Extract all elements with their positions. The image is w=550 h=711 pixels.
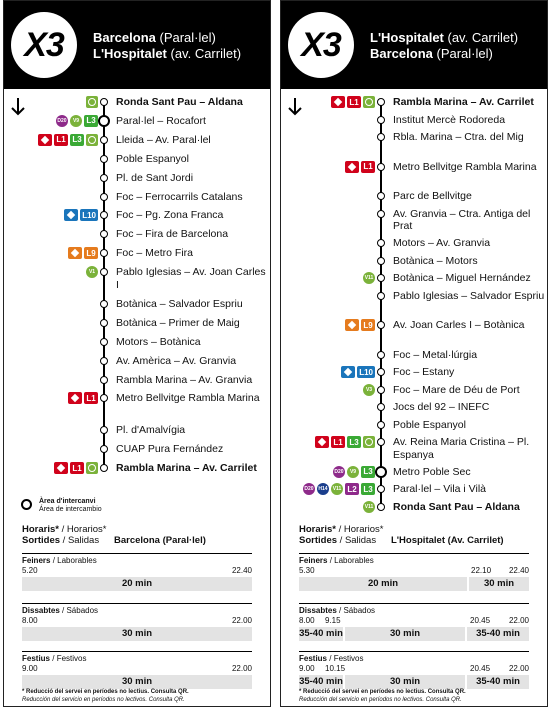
departure-time: 22.00 <box>231 664 252 673</box>
day-type-ca: Dissabtes <box>22 606 60 615</box>
departure-time: 20.45 <box>470 664 491 673</box>
bus-v3-icon: V3 <box>363 384 375 396</box>
schedule-divider <box>22 553 252 554</box>
salidas-label: Salidas <box>67 535 100 546</box>
day-type-label: Festius / Festivos <box>22 654 87 663</box>
bus-v1-icon: V1 <box>86 266 98 278</box>
day-type-es: Festivos <box>333 654 364 663</box>
stop-marker <box>100 136 108 144</box>
connection-icons <box>363 272 375 284</box>
connection-icons <box>54 462 98 474</box>
frequency-bar: 35-40 min <box>299 676 343 687</box>
stop-marker <box>377 351 385 359</box>
footnote <box>22 689 189 704</box>
horaris-label: Horaris <box>22 524 56 535</box>
stop-name: Foc – Pg. Zona Franca <box>116 209 224 222</box>
metro-l10-icon: L10 <box>82 210 96 220</box>
stop-name: Botànica – Salvador Espriu <box>116 297 243 310</box>
footnote-ca: * Reducció del servei en períodes no lectius. Consulta QR. <box>22 689 189 695</box>
schedule-destination: L'Hospitalet (Av. Carrilet) <box>391 535 504 546</box>
bus-v9-icon: V9 <box>347 466 359 478</box>
connection-icons <box>345 161 375 173</box>
rodalies-icon <box>38 134 52 146</box>
fgc-icon <box>86 462 98 474</box>
connection-icons <box>363 501 375 513</box>
stop-marker <box>100 98 108 106</box>
schedule-destination: Barcelona (Paral·lel) <box>114 535 206 546</box>
connection-icons <box>341 366 375 378</box>
day-type-ca: Feiners <box>22 556 51 565</box>
departure-time: 22.00 <box>508 664 529 673</box>
stop-marker <box>377 368 385 376</box>
stop-marker <box>100 249 108 257</box>
metro-l9-icon: L9 <box>361 319 375 331</box>
stop-marker <box>100 464 108 472</box>
frequency-bar: 35-40 min <box>299 628 343 639</box>
departure-time: 22.00 <box>508 616 529 625</box>
connection-icons <box>86 96 98 108</box>
departure-time: 22.00 <box>231 616 252 625</box>
stop-name: Av. Granvia – Ctra. Antiga del Prat <box>393 207 531 233</box>
metro-l3-icon: L3 <box>70 134 84 146</box>
stop-name: Metro Bellvitge Rambla Marina <box>116 392 260 405</box>
schedule-title: Horaris* / Horarios* Sortides / Salidas <box>22 524 107 546</box>
stop-name: Rambla Marina – Av. Granvia <box>116 373 253 386</box>
bus-v11-icon: V11 <box>363 272 375 284</box>
metro-l2-icon: L2 <box>345 483 359 495</box>
departure-time: 22.40 <box>508 566 529 575</box>
metro-l1-icon: L1 <box>54 134 68 146</box>
day-type-label: Feiners / Laborables <box>299 556 374 565</box>
departure-time: 9.15 <box>325 616 341 625</box>
legend-es: Área de intercambio <box>39 506 102 513</box>
footnote-ca: * Reducció del servei en períodes no lectius. Consulta QR. <box>299 689 466 695</box>
stop-name: Motors – Botànica <box>116 335 201 348</box>
interchange-stop-marker <box>375 466 387 478</box>
sortides-label: Sortides <box>299 535 338 546</box>
connection-icons <box>86 266 98 278</box>
line-badge: X3 <box>11 12 77 78</box>
frequency-bar: 35-40 min <box>467 675 529 689</box>
origin-name: Barcelona <box>93 30 156 45</box>
rodalies-icon <box>345 161 359 173</box>
frequency-bar: 30 min <box>22 627 252 641</box>
stop-name: Foc – Mare de Déu de Port <box>393 383 520 396</box>
horaris-label: Horaris <box>299 524 333 535</box>
timetable-left-panel <box>3 0 271 707</box>
rodalies-icon <box>345 319 359 331</box>
stop-marker <box>100 211 108 219</box>
rodalies-icon <box>315 436 329 448</box>
connection-icons <box>363 384 375 396</box>
stop-name: Foc – Ferrocarrils Catalans <box>116 190 243 203</box>
interchange-ring-icon <box>21 499 32 510</box>
stop-marker <box>377 485 385 493</box>
departure-time: 22.10 <box>471 566 492 575</box>
stop-name: Parc de Bellvitge <box>393 190 472 202</box>
metro-l10-icon: L10 <box>359 367 373 377</box>
stop-name: Pl. de Sant Jordi <box>116 171 194 184</box>
rodalies-icon <box>68 247 82 259</box>
stop-marker <box>100 426 108 434</box>
destination-detail: (Paral·lel) <box>436 46 493 61</box>
route-title <box>370 30 518 62</box>
stop-name: Poble Espanyol <box>116 152 189 165</box>
interchange-stop-marker <box>98 115 110 127</box>
rodalies-icon <box>331 96 345 108</box>
metro-l1-icon: L1 <box>361 161 375 173</box>
day-type-label: Festius / Festivos <box>299 654 364 663</box>
schedule-divider <box>22 651 252 652</box>
frequency-bar: 30 min <box>22 675 252 689</box>
frequency-bar: 30 min <box>345 627 465 641</box>
sortides-label: Sortides <box>22 535 61 546</box>
stop-marker <box>100 174 108 182</box>
departure-time: 22.40 <box>231 566 252 575</box>
departure-time: 9.00 <box>299 664 315 673</box>
day-type-ca: Festius <box>22 654 51 663</box>
asterisk: * <box>332 524 336 535</box>
departure-time: 10.15 <box>325 664 346 673</box>
stop-marker <box>100 155 108 163</box>
stop-marker <box>377 116 385 124</box>
schedule-divider <box>299 603 529 604</box>
stop-marker <box>377 386 385 394</box>
stop-marker <box>377 421 385 429</box>
connection-icons <box>315 436 375 448</box>
destination-name: L'Hospitalet <box>93 46 167 61</box>
route-title <box>93 30 241 62</box>
metro-l1-icon: L1 <box>347 96 361 108</box>
bus-v11-icon: V11 <box>331 483 343 495</box>
stop-marker <box>377 292 385 300</box>
stop-marker <box>100 338 108 346</box>
stop-name: Av. Amèrica – Av. Granvia <box>116 354 237 367</box>
fgc-icon <box>363 96 375 108</box>
origin-detail: (av. Carrilet) <box>447 30 519 45</box>
stop-name: Botànica – Miguel Hernández <box>393 272 531 285</box>
timetable-right-panel <box>280 0 548 707</box>
stop-marker <box>100 357 108 365</box>
stop-name: Ronda Sant Pau – Aldana <box>116 96 243 108</box>
origin-name: L'Hospitalet <box>370 30 444 45</box>
stop-name: Motors – Av. Granvia <box>393 237 491 250</box>
legend-ca: Àrea d'intercanvi <box>39 498 96 505</box>
day-type-ca: Dissabtes <box>299 606 337 615</box>
frequency-bar: 30 min <box>469 577 529 591</box>
stop-name: Foc – Estany <box>393 366 455 379</box>
stop-name: Paral·lel – Vila i Vilà <box>393 483 486 496</box>
stop-marker <box>377 257 385 265</box>
footnote-es: Reducción del servicio en períodos no lectivos. Consulta QR. <box>299 696 462 703</box>
frequency-bar: 20 min <box>22 577 252 591</box>
frequency-bar: 30 min <box>345 675 465 689</box>
horarios-label: Horarios <box>343 524 380 535</box>
schedule-divider <box>299 553 529 554</box>
schedule-divider <box>22 603 252 604</box>
stop-marker <box>377 192 385 200</box>
stop-name: Metro Bellvitge Rambla Marina <box>393 160 537 173</box>
rodalies-icon <box>54 462 68 474</box>
metro-l3-icon: L3 <box>347 436 361 448</box>
connection-icons <box>68 392 98 404</box>
stop-name: Pl. d'Amalvígia <box>116 424 186 437</box>
bus-d20-icon: D20 <box>303 483 315 495</box>
asterisk: * <box>102 524 107 535</box>
departure-time: 20.45 <box>470 616 491 625</box>
stop-marker <box>377 503 385 511</box>
metro-l3-icon: L3 <box>361 483 375 495</box>
day-type-es: Sábados <box>66 606 99 615</box>
line-header <box>4 1 270 89</box>
fgc-icon <box>86 96 98 108</box>
footnote-es: Reducción del servicio en períodos no lectivos. Consulta QR. <box>22 696 185 703</box>
stop-marker <box>377 163 385 171</box>
day-type-es: Laborables <box>57 556 97 565</box>
bus-d20-icon: D20 <box>56 115 68 127</box>
stop-name: Foc – Fira de Barcelona <box>116 228 229 241</box>
stop-marker <box>100 193 108 201</box>
metro-l3-icon: L3 <box>361 466 375 478</box>
destination-detail: (av. Carrilet) <box>170 46 242 61</box>
stop-name: Metro Poble Sec <box>393 465 471 478</box>
origin-detail: (Paral·lel) <box>159 30 216 45</box>
stop-marker <box>100 394 108 402</box>
asterisk: * <box>55 524 59 535</box>
departure-time: 8.00 <box>22 616 38 625</box>
stop-marker <box>100 376 108 384</box>
schedule-divider <box>299 651 529 652</box>
bus-v11-icon: V11 <box>363 501 375 513</box>
rodalies-icon <box>64 209 78 221</box>
day-type-label: Dissabtes / Sábados <box>22 606 99 615</box>
metro-l3-icon: L3 <box>84 115 98 127</box>
stop-name: Pablo Iglesias – Salvador Espriu <box>393 289 545 302</box>
schedule-title: Horaris* / Horarios* Sortides / Salidas <box>299 524 384 546</box>
metro-l1-icon: L1 <box>70 462 84 474</box>
frequency-bar: 35-40 min <box>467 627 529 641</box>
stop-name: Rambla Marina – Av. Carrilet <box>116 462 257 474</box>
day-type-es: Laborables <box>334 556 374 565</box>
salidas-label: Salidas <box>344 535 377 546</box>
day-type-ca: Festius <box>299 654 328 663</box>
stop-marker <box>377 210 385 218</box>
line-header <box>281 1 547 89</box>
stop-name: Jocs del 92 – INEFC <box>393 401 490 414</box>
fgc-icon <box>363 436 375 448</box>
bus-v9-icon: V9 <box>70 115 82 127</box>
day-type-label: Dissabtes / Sábados <box>299 606 376 615</box>
stop-marker <box>100 268 108 276</box>
direction-arrow-icon <box>287 97 303 117</box>
connection-icons <box>345 319 375 331</box>
footnote <box>299 689 466 704</box>
stop-marker <box>377 239 385 247</box>
rodalies-icon <box>68 392 82 404</box>
horarios-label: Horarios <box>66 524 103 535</box>
day-type-label: Feiners / Laborables <box>22 556 97 565</box>
stop-name: Institut Mercè Rodoreda <box>393 113 506 126</box>
asterisk: * <box>379 524 384 535</box>
connection-icons <box>56 115 98 127</box>
connection-icons <box>64 209 98 221</box>
connection-icons <box>68 247 98 259</box>
stop-marker <box>377 133 385 141</box>
bus-d20-icon: D20 <box>333 466 345 478</box>
connection-icons <box>303 483 375 495</box>
metro-l9-icon: L9 <box>84 247 98 259</box>
stop-name: Rbla. Marina – Ctra. del Mig <box>393 131 524 144</box>
stop-marker <box>377 321 385 329</box>
stop-name: Foc – Metal·lúrgia <box>393 348 478 361</box>
stop-name: Poble Espanyol <box>393 418 466 431</box>
stop-name: CUAP Pura Fernández <box>116 443 224 456</box>
schedule-section <box>22 524 252 687</box>
metro-l1-icon: L1 <box>84 392 98 404</box>
stop-marker <box>377 274 385 282</box>
stop-name: Rambla Marina – Av. Carrilet <box>393 96 534 108</box>
stop-marker <box>100 230 108 238</box>
bus-h14-icon: H14 <box>317 483 329 495</box>
departure-time: 5.20 <box>22 566 38 575</box>
stop-name: Ronda Sant Pau – Aldana <box>393 501 520 513</box>
stop-marker <box>377 403 385 411</box>
schedule-section <box>299 524 529 687</box>
direction-arrow-icon <box>10 97 26 117</box>
stop-name: Lleida – Av. Paral·lel <box>116 133 211 146</box>
stop-name: Foc – Metro Fira <box>116 247 194 260</box>
day-type-ca: Feiners <box>299 556 328 565</box>
departure-time: 8.00 <box>299 616 315 625</box>
connection-icons <box>38 134 98 146</box>
frequency-bar: 20 min <box>299 577 467 591</box>
stop-marker <box>100 319 108 327</box>
stop-name: Av. Joan Carles I – Botànica <box>393 319 525 332</box>
metro-l1-icon: L1 <box>331 436 345 448</box>
stop-marker <box>100 445 108 453</box>
day-type-es: Festivos <box>56 654 87 663</box>
departure-time: 5.30 <box>299 566 315 575</box>
stop-name: Av. Reina Maria Cristina – Pl. Espanya <box>393 436 530 461</box>
connection-icons <box>331 96 375 108</box>
stop-name: Pablo Iglesias – Av. Joan Carles I <box>116 266 266 291</box>
departure-time: 9.00 <box>22 664 38 673</box>
rodalies-icon <box>341 366 355 378</box>
stop-name: Botànica – Primer de Maig <box>116 316 240 329</box>
stop-name: Paral·lel – Rocafort <box>116 114 206 127</box>
stop-marker <box>377 438 385 446</box>
stop-marker <box>377 98 385 106</box>
destination-name: Barcelona <box>370 46 433 61</box>
stop-name: Botànica – Motors <box>393 254 478 267</box>
connection-icons <box>333 466 375 478</box>
day-type-es: Sábados <box>343 606 376 615</box>
line-badge: X3 <box>288 12 354 78</box>
fgc-icon <box>86 134 98 146</box>
stop-marker <box>100 300 108 308</box>
